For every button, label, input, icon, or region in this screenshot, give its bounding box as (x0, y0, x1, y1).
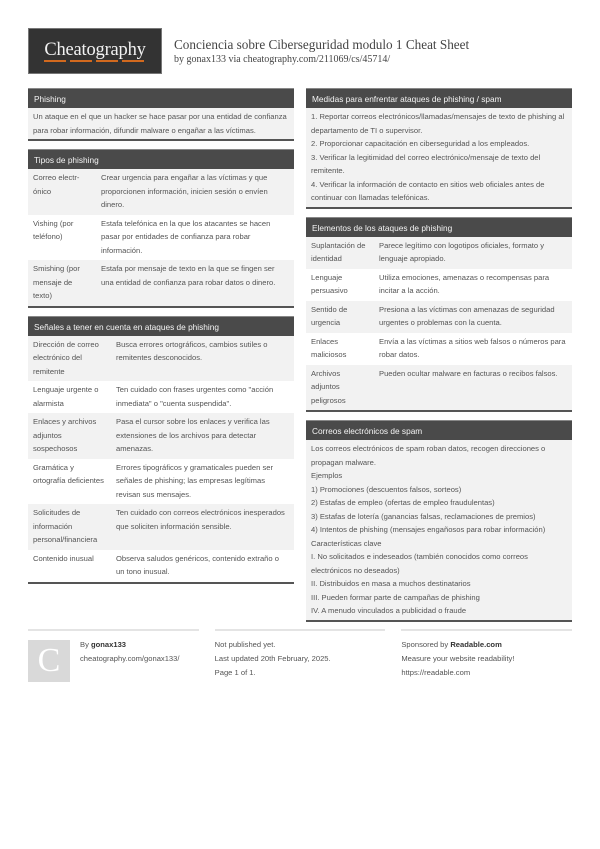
row-key: Lenguaje urgente o alarmista (28, 381, 111, 413)
section-elementos (306, 217, 572, 413)
sponsor-prefix: Sponsored by (401, 640, 451, 649)
table-row (306, 333, 572, 365)
row-key: Enlaces maliciosos (306, 333, 374, 365)
kv-table (28, 169, 294, 306)
cheatography-logo[interactable] (28, 28, 162, 74)
row-value: Ten cuidado con correos electrónicos inesperados que soliciten información sensible. (111, 504, 294, 550)
section-title: Phishing (28, 88, 294, 108)
footer-meta (215, 629, 386, 682)
table-row (28, 260, 294, 306)
list-line: 4. Verificar la información de contacto en sitios web oficiales antes de continuar con llamadas telefónicas. (311, 179, 545, 202)
page-footer (28, 629, 572, 682)
left-column (28, 88, 294, 592)
row-key: Correo electrónico (28, 169, 96, 215)
row-value: Crear urgencia para engañar a las víctimas y que proporcionen información, inicien sesión o envíen dinero. (96, 169, 294, 215)
section-title: Medidas para enfrentar ataques de phishing / spam (306, 88, 572, 108)
footer-sponsor (401, 629, 572, 682)
table-row (28, 169, 294, 215)
right-column (306, 88, 572, 630)
page-header (28, 28, 469, 74)
row-key: Vishing (por teléfono) (28, 215, 96, 261)
row-value: Estafa por mensaje de texto en la que se fingen ser una entidad de confianza para robar datos o dinero. (96, 260, 294, 306)
section-title: Señales a tener en cuenta en ataques de phishing (28, 316, 294, 336)
row-key: Solicitudes de información personal/financiera (28, 504, 111, 550)
table-row (28, 336, 294, 382)
section-tipos (28, 149, 294, 308)
row-key: Dirección de correo electrónico del remitente (28, 336, 111, 382)
row-value: Utiliza emociones, amenazas o recompensas para incitar a la acción. (374, 269, 572, 301)
row-value: Busca errores ortográficos, cambios sutiles o remitentes desconocidos. (111, 336, 294, 382)
row-key: Sentido de urgencia (306, 301, 374, 333)
row-value: Pueden ocultar malware en facturas o recibos falsos. (374, 365, 572, 411)
title-block (174, 37, 469, 65)
kv-table (306, 237, 572, 411)
table-row (28, 504, 294, 550)
row-key: Gramática y ortografía deficientes (28, 459, 111, 505)
list-line: 3) Estafas de lotería (ganancias falsas, reclamaciones de premios) (311, 511, 536, 521)
row-key: Lenguaje persuasivo (306, 269, 374, 301)
row-value: Presiona a las víctimas con amenazas de seguridad urgentes o problemas con la cuenta. (374, 301, 572, 333)
table-row (28, 550, 294, 582)
list-line: 3. Verificar la legitimidad del correo electrónico/mensaje de texto del remitente. (311, 152, 541, 175)
table-row (306, 237, 572, 269)
table-row (306, 365, 572, 411)
published-status: Not published yet. (214, 640, 276, 649)
table-row (306, 269, 572, 301)
row-value: Pasa el cursor sobre los enlaces y verifica las extensiones de los archivos para detectar amenazas. (111, 413, 294, 459)
section-body (28, 108, 294, 139)
section-title: Tipos de phishing (28, 149, 294, 169)
section-body (306, 440, 572, 620)
logo-text: Cheatography (44, 40, 145, 63)
list-line: IV. A menudo vinculados a publicidad o fraude (311, 606, 467, 615)
section-body (306, 108, 572, 207)
list-line: II. Distribuidos en masa a muchos destinatarios (311, 579, 471, 588)
paragraph: Un ataque en el que un hacker se hace pasar por una entidad de confianza para robar información, difundir malware o engañar a las víctimas. (33, 112, 287, 135)
row-key: Suplantación de identidad (306, 237, 374, 269)
row-value: Errores tipográficos y gramaticales pueden ser señales de phishing; las empresas legítimas revisan sus mensajes. (111, 459, 294, 505)
last-updated: Last updated 20th February, 2025. (214, 654, 331, 663)
row-key: Enlaces y archivos adjuntos sospechosos (28, 413, 111, 459)
table-row (28, 459, 294, 505)
page-title: Conciencia sobre Ciberseguridad modulo 1 Cheat Sheet (174, 37, 470, 52)
author-url[interactable]: cheatography.com/gonax133/ (80, 654, 180, 663)
by-prefix: By (80, 640, 91, 649)
table-row (28, 215, 294, 261)
row-value: Ten cuidado con frases urgentes como "acción inmediata" o "cuenta suspendida". (111, 381, 294, 413)
list-line: 4) Intentos de phishing (mensajes engañosos para robar información) (311, 525, 546, 534)
table-row (306, 301, 572, 333)
section-title: Elementos de los ataques de phishing (306, 217, 572, 237)
section-phishing (28, 88, 294, 141)
kv-table (28, 336, 294, 582)
row-key: Smishing (por mensaje de texto) (28, 260, 96, 306)
sponsor-tagline: Measure your website readability! (401, 654, 515, 663)
section-senales (28, 316, 294, 584)
list-line: III. Pueden formar parte de campañas de phishing (311, 592, 480, 602)
list-line: 1) Promociones (descuentos falsos, sorteos) (311, 484, 462, 494)
sponsor-line (401, 638, 572, 652)
row-value: Envía a las víctimas a sitios web falsos o números para robar datos. (374, 333, 572, 365)
row-value: Estafa telefónica en la que los atacantes se hacen pasar por entidades de confianza para robar información. (96, 215, 294, 261)
page-subtitle[interactable]: by gonax133 via cheatography.com/211069/cs/45714/ (174, 54, 391, 65)
list-line: 2. Proporcionar capacitación en ciberseguridad a los empleados. (311, 139, 530, 148)
avatar: C (28, 640, 70, 682)
footer-author (28, 629, 199, 682)
row-key: Archivos adjuntos peligrosos (306, 365, 374, 411)
sponsor-url[interactable]: https://readable.com (401, 668, 471, 677)
row-key: Contenido inusual (28, 550, 111, 582)
list-line: I. No solicitados e indeseados (también conocidos como correos electrónicos no deseados) (311, 552, 528, 575)
list-line: 2) Estafas de empleo (ofertas de empleo fraudulentas) (311, 498, 495, 507)
section-title: Correos electrónicos de spam (306, 420, 572, 440)
sponsor-link[interactable]: Readable.com (450, 640, 502, 649)
row-value: Parece legítimo con logotipos oficiales, formato y lenguaje apropiado. (374, 237, 572, 269)
table-row (28, 413, 294, 459)
table-row (28, 381, 294, 413)
section-medidas (306, 88, 572, 209)
author-link[interactable]: gonax133 (90, 640, 127, 649)
page-number: Page 1 of 1. (214, 668, 256, 677)
row-value: Observa saludos genéricos, contenido extraño o un tono inusual. (111, 550, 294, 582)
list-line: Características clave (311, 538, 382, 548)
list-line: 1. Reportar correos electrónicos/llamadas/mensajes de texto de phishing al departamento de TI o supervisor. (311, 112, 565, 135)
list-line: Los correos electrónicos de spam roban datos, recogen direcciones o propagan malware. (311, 444, 546, 467)
author-line (80, 638, 180, 652)
list-line: Ejemplos (311, 471, 343, 480)
section-spam (306, 420, 572, 622)
